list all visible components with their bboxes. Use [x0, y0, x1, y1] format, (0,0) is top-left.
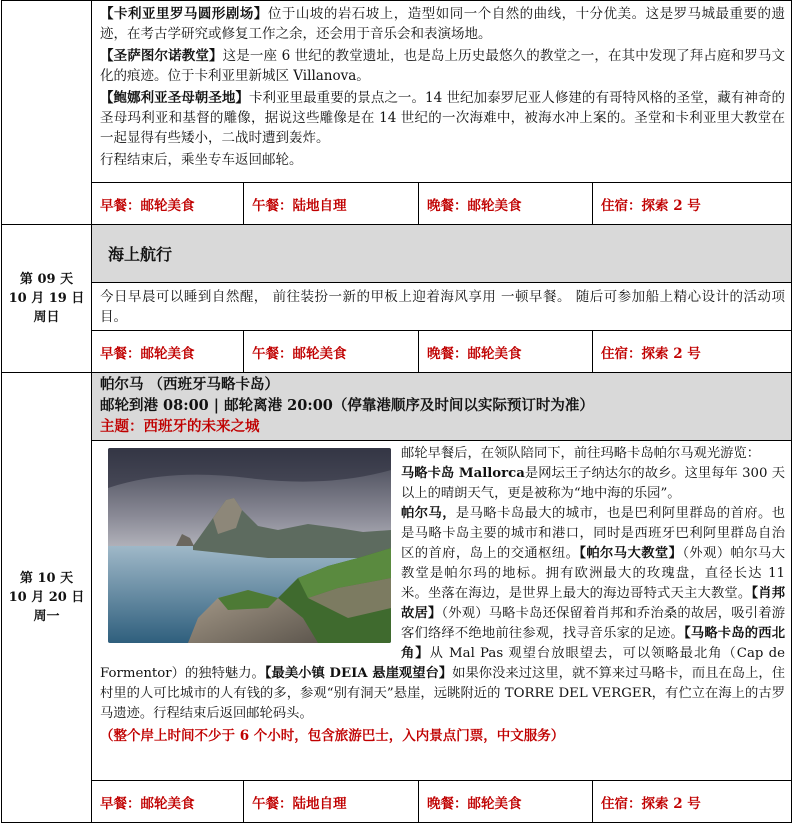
chopin-text: （外观）马略卡岛还保留着肖邦和乔治桑的故居，吸引着游客们络绎不绝地前往参观，找寻音乐家的足迹。: [401, 606, 785, 641]
meal-lunch: 午餐：邮轮美食: [244, 331, 419, 372]
day9-description: [92, 283, 792, 331]
highlight-northwest: 【马略卡岛的西北角】: [401, 626, 785, 661]
highlight-deia: 【最美小镇 DEIA 悬崖观望台】: [264, 666, 453, 681]
day-theme: 主题：西班牙的未来之城: [100, 418, 260, 435]
attraction-title: 【鲍娜利亚圣母朝圣地】: [100, 90, 249, 106]
day8-description: [92, 1, 792, 183]
northwest-text: 从 Mal Pas 观望台放眼望去，可以领略最北角（Cap de Formentor）的独特魅力。: [100, 646, 786, 681]
palma-text: 是马略卡岛最大的城市，也是巴利阿里群岛的首府。也是马略卡岛主要的城市和港口，同时是西班牙巴利阿里群岛自治区的首府，岛上的交通枢纽。: [401, 506, 786, 561]
meal-breakfast: 早餐：邮轮美食: [92, 781, 244, 822]
closing-text: 行程结束后，乘坐专车返回邮轮。: [100, 152, 303, 168]
day8-meals-row: [92, 183, 792, 225]
highlight-cathedral: 【帕尔马大教堂】: [579, 546, 683, 561]
meal-breakfast: 早餐：邮轮美食: [92, 183, 244, 224]
deia-text: 如果你没来过这里，就不算来过马略卡，而且在岛上，住村里的人可比城市的人有钱的多，参观“别有洞天”悬崖，远眺附近的 TORRE DEL VERGER，有伫立在海上的古罗马遗迹。行程结束后返回邮轮码头。: [100, 666, 786, 721]
port-title: 帕尔马 （西班牙马略卡岛）: [100, 376, 280, 393]
highlight-mallorca: 马略卡岛 Mallorca: [401, 466, 525, 481]
meal-dinner: 晚餐：邮轮美食: [419, 331, 593, 372]
day-label: 第 10 天: [19, 571, 74, 586]
shore-time-note: （整个岸上时间不少于 6 个小时，包含旅游巴士，入内景点门票，中文服务）: [100, 728, 565, 744]
meal-lunch: 午餐：陆地自理: [244, 781, 419, 822]
day9-meals-row: [92, 331, 792, 373]
day10-description: [92, 441, 792, 781]
itinerary-table: [1, 0, 792, 823]
accommodation: 住宿：探索 2 号: [601, 795, 701, 812]
sea-day-title: 海上航行: [108, 245, 173, 264]
day9-header: [92, 225, 792, 283]
attraction-text: 这是一座 6 世纪的教堂遗址，也是岛上历史最悠久的教堂之一，在其中发现了拜占庭和罗马文化的痕迹。位于卡利亚里新城区 Villanova。: [100, 48, 786, 84]
itinerary-page: [1, 0, 792, 827]
day-date: 10 月 19 日: [8, 291, 85, 306]
cathedral-text: （外观）帕尔马大教堂是帕尔玛的地标。拥有欧洲最大的玫瑰盘，直径长达 11 米。坐落在海边，是世界上最大的海边哥特式天主大教堂。: [401, 546, 785, 601]
attraction-text: 卡利亚里最重要的景点之一。14 世纪加泰罗尼亚人修建的有哥特风格的圣堂，藏有神奇的圣母玛利亚和基督的雕像，据说这些雕像是在 14 世纪的一次海难中，被海水冲上案的。圣堂和卡利亚里大教堂在一起显得有些矮小，二战时遭到轰炸。: [100, 90, 786, 146]
intro-text: 邮轮早餐后，在领队陪同下，前往玛略卡岛帕尔马观光游览：: [401, 446, 761, 461]
meal-breakfast: 早餐：邮轮美食: [92, 331, 244, 372]
attraction-text: 位于山坡的岩石坡上，造型如同一个自然的曲线，十分优美。这是罗马城最重要的遗迹，在考古学研究或修复工作之余，还会用于音乐会和表演场地。: [100, 6, 785, 42]
day8-day-cell: [2, 1, 92, 225]
port-times: 邮轮到港 08:00 | 邮轮离港 20:00（停靠港顺序及时间以实际预订时为准）: [100, 397, 594, 414]
day-date: 10 月 20 日: [8, 590, 85, 605]
mallorca-text: 是网坛王子纳达尔的故乡。这里每年 300 天以上的晴朗天气，更是被称为“地中海的乐园”。: [401, 466, 785, 501]
accommodation: 住宿：探索 2 号: [601, 197, 701, 214]
mallorca-coast-photo: [108, 448, 391, 643]
day10-header: [92, 373, 792, 441]
attraction-title: 【卡利亚里罗马圆形剧场】: [100, 6, 268, 22]
attraction-title: 【圣萨图尔诺教堂】: [100, 48, 223, 64]
day-label: 第 09 天: [19, 272, 74, 287]
day9-day-cell: [2, 225, 92, 373]
day10-meals-row: [92, 781, 792, 823]
meal-dinner: 晚餐：邮轮美食: [419, 781, 593, 822]
highlight-chopin: 【肖邦故居】: [401, 586, 785, 621]
meal-lunch: 午餐：陆地自理: [244, 183, 419, 224]
accommodation: 住宿：探索 2 号: [601, 345, 701, 362]
day10-day-cell: [2, 373, 92, 823]
day9-text: 今日早晨可以睡到自然醒， 前往装扮一新的甲板上迎着海风享用 一顿早餐。 随后可参加船上精心设计的活动项目。: [100, 289, 785, 325]
meal-dinner: 晚餐：邮轮美食: [419, 183, 593, 224]
day-weekday: 周日: [33, 310, 60, 325]
day-weekday: 周一: [33, 609, 60, 624]
highlight-palma: 帕尔马，: [401, 506, 456, 521]
